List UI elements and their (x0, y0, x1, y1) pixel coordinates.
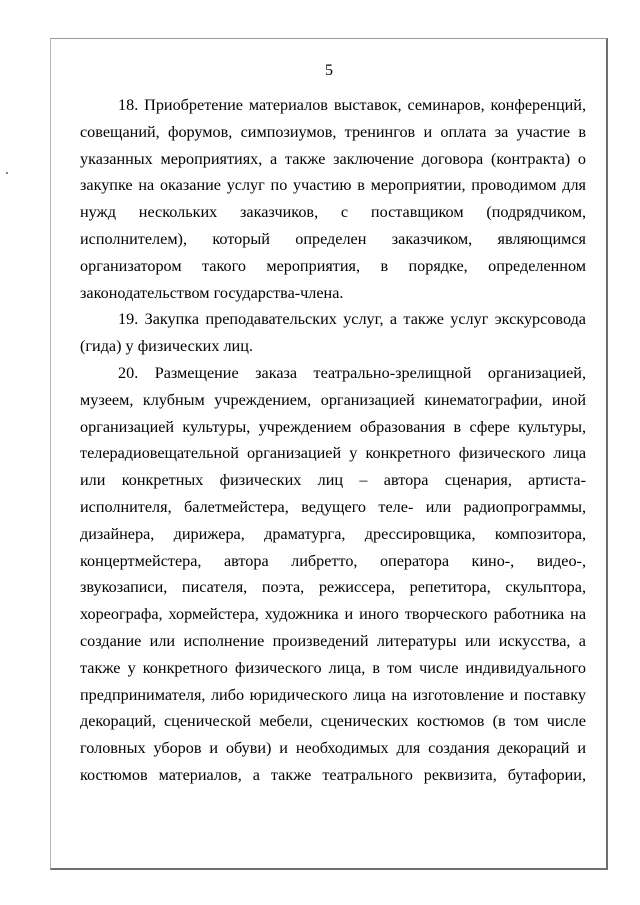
text-line: предпринимателя, либо юридического лица на изготовление и поставку (80, 685, 586, 704)
text-line: указанных мероприятиях, а также заключение договора (контракта) о (80, 149, 586, 168)
text-line: 20. Размещение заказа театрально-зрелищной организацией, (118, 363, 586, 382)
document-body (80, 92, 586, 789)
text-line: звукозаписи, писателя, поэта, режиссера, репетитора, скульптора, (80, 578, 586, 597)
text-line: (гида) у физических лиц. (80, 337, 253, 356)
text-line: костюмов материалов, а также театрального реквизита, бутафории, (80, 765, 586, 784)
text-line: исполнителя, балетмейстера, ведущего теле- или радиопрограммы, (80, 497, 586, 516)
text-line: совещаний, форумов, симпозиумов, тренингов и оплата за участие в (80, 122, 586, 141)
paragraph-19 (80, 306, 586, 360)
text-line: закупке на оказание услуг по участию в мероприятии, проводимом для (80, 176, 586, 195)
text-line: 18. Приобретение материалов выставок, семинаров, конференций, (118, 96, 586, 114)
text-line: создание или исполнение произведений литературы или искусства, а (80, 631, 586, 650)
text-line: 19. Закупка преподавательских услуг, а также услуг экскурсовода (118, 310, 586, 329)
text-line: декораций, сценической мебели, сценических костюмов (в том числе (80, 712, 586, 731)
text-line: также у конкретного физического лица, в том числе индивидуального (80, 658, 586, 677)
text-line: нужд нескольких заказчиков, с поставщиком (подрядчиком, (80, 203, 586, 222)
page-number: 5 (325, 62, 333, 79)
paragraph-20 (80, 360, 586, 789)
text-line: головных уборов и обуви) и необходимых для создания декораций и (80, 739, 586, 758)
scan-speck (6, 172, 8, 174)
text-line: организацией культуры, учреждением образования в сфере культуры, (80, 417, 586, 436)
text-line: телерадиовещательной организацией у конкретного физического лица (80, 444, 586, 463)
text-line: музеем, клубным учреждением, организацией кинематографии, иной (80, 390, 586, 409)
text-line: или конкретных физических лиц – автора сценария, артиста- (80, 471, 586, 490)
text-line: дизайнера, дирижера, драматурга, дрессировщика, композитора, (80, 524, 586, 543)
text-line: концертмейстера, автора либретто, оператора кино-, видео-, (80, 551, 586, 570)
text-line: законодательством государства-члена. (80, 283, 344, 302)
paragraph-18 (80, 92, 586, 306)
text-line: организатором такого мероприятия, в порядке, определенном (80, 256, 586, 275)
text-line: исполнителем), который определен заказчиком, являющимся (80, 229, 586, 248)
text-line: хореографа, хормейстера, художника и иного творческого работника на (80, 605, 586, 624)
